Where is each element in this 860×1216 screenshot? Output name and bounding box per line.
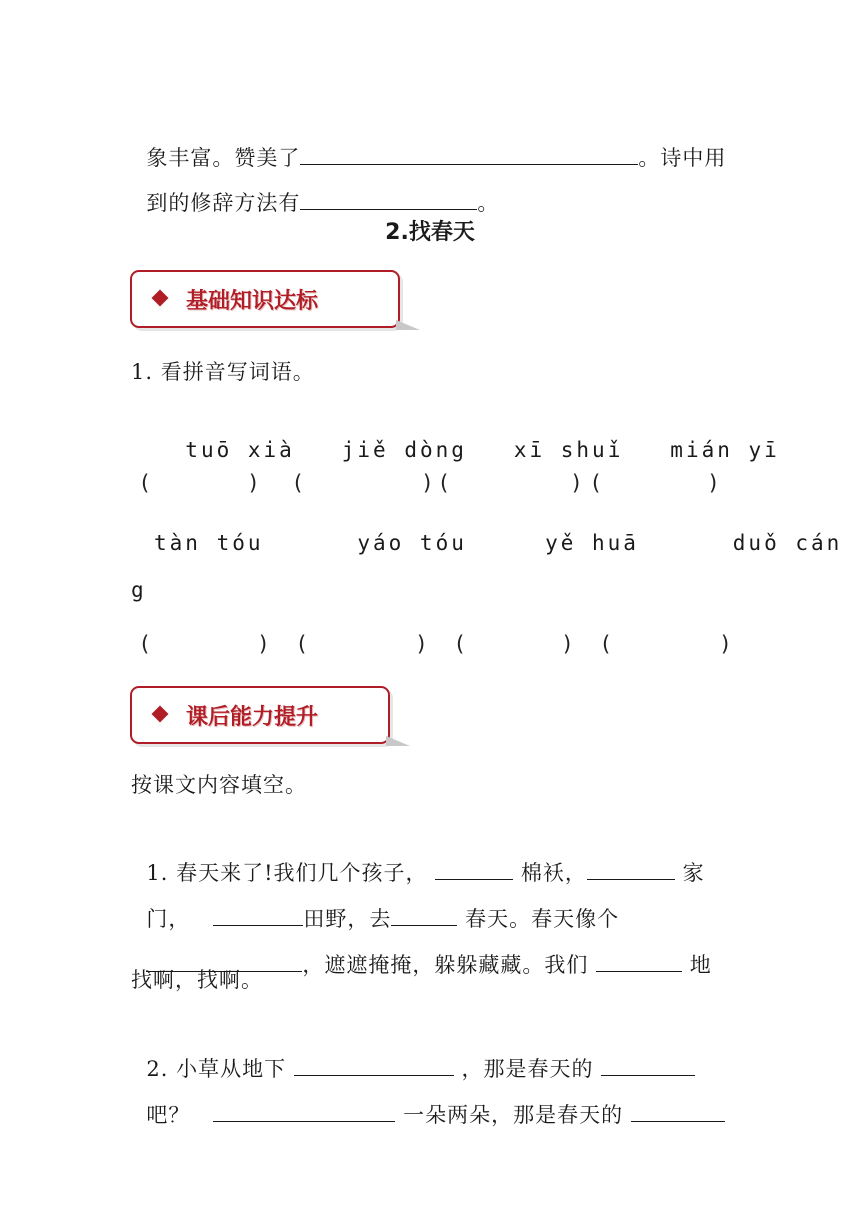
diamond-icon — [152, 290, 169, 307]
paren-close: ) — [423, 471, 432, 495]
pinyin-row — [154, 414, 780, 462]
pinyin-wrap: g — [131, 578, 147, 602]
section-intro: 按课文内容填空。 — [131, 773, 307, 797]
paren-close: ) — [563, 632, 572, 656]
paren-open: ( — [294, 471, 303, 495]
paren-close: ) — [259, 632, 268, 656]
text-fragment: 一朵两朵，那是春天的 — [403, 1103, 624, 1127]
badge-label: 基础知识达标 — [186, 289, 319, 314]
answer-blank[interactable] — [631, 1120, 725, 1122]
paren-open: ( — [298, 632, 307, 656]
diamond-icon — [152, 706, 169, 723]
paren-open: ( — [141, 471, 150, 495]
pinyin-row: tàn tóu yáo tóu yě huā duǒ cán — [154, 531, 843, 555]
answer-blank[interactable] — [596, 970, 682, 972]
text-fragment: 。诗中用 — [638, 146, 727, 170]
pinyin-item: tuō xià — [185, 438, 295, 462]
text-fragment: 2. 小草从地下 — [146, 1057, 287, 1081]
text-line: 找啊，找啊。 — [131, 968, 263, 992]
answer-blank[interactable] — [213, 1120, 395, 1122]
paren-close: ) — [721, 632, 730, 656]
text-fragment: ，那是春天的 — [461, 1057, 594, 1081]
paren-open: ( — [592, 471, 601, 495]
question-prompt: 1. 看拼音写词语。 — [131, 360, 315, 384]
section-badge-basic — [130, 270, 400, 328]
section-badge-advanced — [130, 686, 390, 744]
text-fragment: 家 — [682, 861, 705, 885]
text-fragment: 1. 春天来了!我们几个孩子， — [146, 861, 428, 885]
paren-open: ( — [141, 632, 150, 656]
paren-open: ( — [456, 632, 465, 656]
badge-label: 课后能力提升 — [186, 705, 319, 730]
paren-close: ) — [572, 471, 581, 495]
badge-tab — [396, 320, 420, 330]
text-fragment: 地 — [689, 953, 712, 977]
pinyin-item: jiě dòng — [341, 438, 467, 462]
badge-tab — [386, 736, 410, 746]
pinyin-item: mián yī — [670, 438, 780, 462]
text-fragment: 门， — [146, 907, 191, 931]
paren-close: ) — [417, 632, 426, 656]
answer-blank[interactable] — [300, 208, 477, 210]
section-title: 2.找春天 — [385, 220, 475, 245]
paren-open: ( — [602, 632, 611, 656]
paren-close: ) — [249, 471, 258, 495]
text-fragment: 象丰富。赞美了 — [146, 146, 301, 170]
paren-open: ( — [440, 471, 449, 495]
text-fragment: 田野，去 — [303, 907, 392, 931]
text-fragment: 棉袄， — [520, 861, 587, 885]
text-fragment: ，遮遮掩掩，躲躲藏藏。我们 — [302, 953, 589, 977]
paren-close: ) — [709, 471, 718, 495]
text-line — [131, 158, 499, 218]
text-fragment: 春天。春天像个 — [465, 907, 620, 931]
text-fragment: 。 — [477, 191, 500, 215]
text-line — [131, 1070, 725, 1130]
text-fragment: 吧？ — [146, 1103, 191, 1127]
pinyin-item: xī shuǐ — [513, 438, 624, 462]
text-fragment: 到的修辞方法有 — [146, 191, 301, 215]
